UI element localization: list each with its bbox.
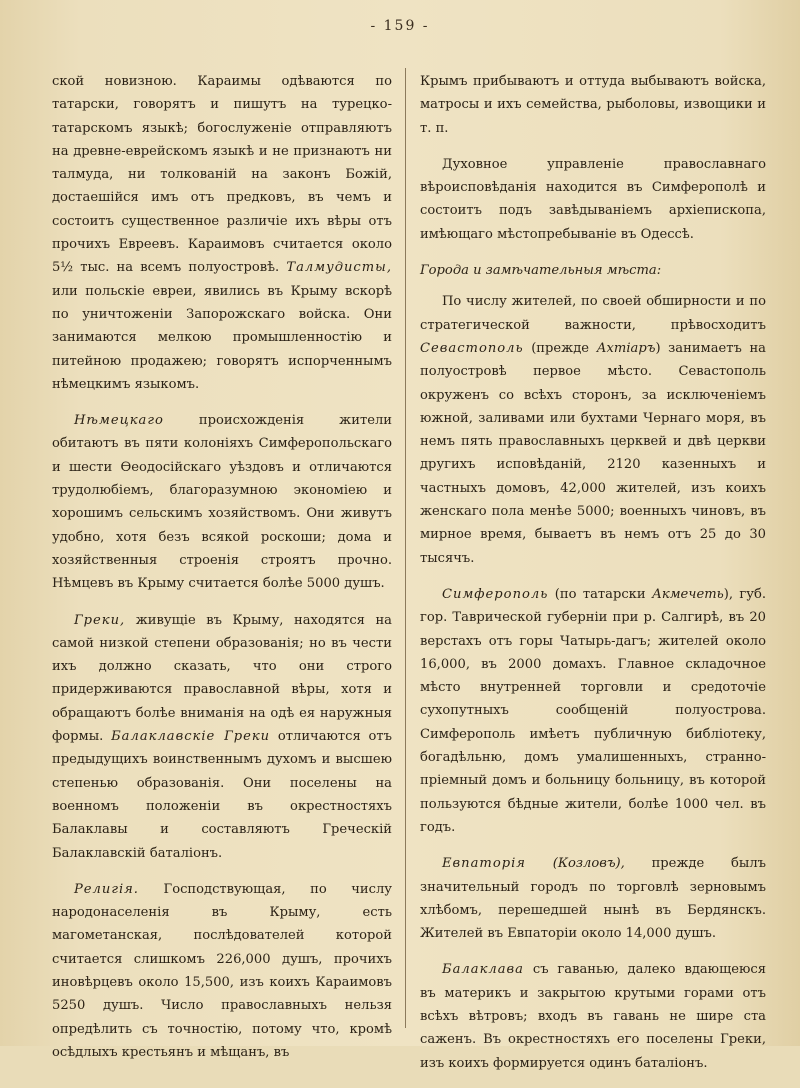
balaklava-text: съ гаванью, далеко вдающеюся въ материкъ и закрытою крутыми горами отъ всѣхъ вѣтровъ; входъ въ гавань не шире ста саженъ. Въ окрестностяхъ его поселены Греки, изъ коихъ формируется одинъ баталіонъ. bbox=[420, 962, 766, 1071]
simferopol-name: Симферополь bbox=[442, 586, 549, 602]
simferopol-tatar: (по татарски bbox=[554, 586, 646, 602]
paragraph-simferopol bbox=[420, 583, 766, 839]
talmudists-term: Талмудисты, bbox=[286, 260, 392, 276]
paragraph-karaims bbox=[52, 70, 392, 396]
left-column bbox=[52, 70, 392, 1077]
sevastopol-name: Севастополь bbox=[420, 340, 524, 356]
simferopol-text: ), губ. гор. Таврической губерніи при р. Салгирѣ, въ 20 верстахъ отъ горы Чатырь-дагъ; жителей около 16,000, въ 2000 домахъ. Главное складочное мѣсто внутренней торговли и средоточіе сухопутныхъ сообщеній полуострова. Симферополь имѣетъ публичную библіотеку, богадѣльню, домъ умалишенныхъ, странно-пріемный домъ и больницу больницу, въ которой пользуются бѣдные жители, болѣе 1000 чел. въ годъ. bbox=[420, 586, 767, 835]
column-divider bbox=[405, 68, 406, 1028]
sevastopol-former: (прежде bbox=[531, 340, 590, 356]
karaims-text: ской новизною. Караимы одѣваются по татарски, говорятъ и пишутъ на турецко-татарскомъ языкѣ; богослуженіе отправляютъ на древне-еврейскомъ языкѣ и не признаютъ ни талмуда, ни толкованій на законъ Божій, достаешійся имъ отъ предковъ, въ чемъ и состоитъ существенное различіе ихъ вѣры отъ прочихъ Евреевъ. Караимовъ считается около 5½ тыс. на всемъ полуостровѣ. bbox=[52, 74, 392, 276]
paragraph-greeks bbox=[52, 609, 392, 865]
akhtiar-name: Ахтіаръ bbox=[596, 340, 656, 356]
greeks-text: живущіе въ Крыму, находятся на самой низкой степени образованія; но въ чести ихъ должно сказать, что они строго придерживаются православной вѣры, хотя и обращаютъ болѣе вниманія на одѣ ея наружныя формы. bbox=[52, 612, 392, 745]
paragraph-crimea-continuation: Крымъ прибываютъ и оттуда выбываютъ войска, матросы и ихъ семейства, рыболовы, извощики и т. п. bbox=[420, 74, 766, 136]
paragraph-sevastopol bbox=[420, 290, 766, 570]
balaklava-greeks-text: отличаются отъ предыдущихъ воинственнымъ духомъ и высшею степенью образованія. Они поселены на военномъ положеніи въ окрестностяхъ Балаклавы и составляютъ Греческій Балаклавскій баталіонъ. bbox=[52, 729, 392, 861]
germans-term: Нѣмецкаго bbox=[74, 413, 164, 429]
balaklava-greeks-term: Балаклавскіе Греки bbox=[111, 729, 271, 745]
religion-text: Господствующая, по числу народонаселенія въ Крыму, есть магометанская, послѣдователей которой считается слишкомъ 226,000 душъ, прочихъ иновѣрцевъ около 15,500, изъ коихъ Караимовъ 5250 душъ. Число православныхъ нельзя опредѣлить съ точностію, потому что, кромѣ осѣдлыхъ крестьянъ и мѣщанъ, въ bbox=[52, 881, 392, 1060]
sevastopol-text: ) занимаетъ на полуостровѣ первое мѣсто. Севастополь окруженъ со всѣхъ сторонъ, за исключеніемъ южной, заливами или бухтами Чернаго моря, въ немъ пять православныхъ церквей и двѣ церкви другихъ исповѣданій, 2120 казенныхъ и частныхъ домовъ, 42,000 жителей, изъ коихъ женскаго пола менѣе 5000; военныхъ чиновъ, въ мирное время, бываетъ въ немъ отъ 25 до 30 тысячъ. bbox=[420, 340, 766, 566]
sevastopol-intro: По числу жителей, по своей обширности и по стратегической важности, прѣвосходитъ bbox=[420, 294, 766, 333]
greeks-term: Греки, bbox=[74, 612, 126, 628]
paragraph-balaklava bbox=[420, 958, 766, 1074]
paragraph-evpatoria bbox=[420, 852, 766, 945]
page-number: - 159 - bbox=[370, 18, 430, 34]
religion-term: Религія. bbox=[74, 881, 139, 897]
balaklava-name: Балаклава bbox=[442, 962, 524, 978]
akmechet-name: Акмечеть bbox=[651, 586, 724, 602]
evpatoria-name: Евпаторія bbox=[442, 856, 526, 872]
paragraph-germans bbox=[52, 409, 392, 595]
section-heading-cities: Города и замѣчательныя мѣста: bbox=[420, 263, 662, 279]
germans-text: происхожденія жители обитаютъ въ пяти колоніяхъ Симферопольскаго и шести Ѳеодосійскаго уѣздовъ и отличаются трудолюбіемъ, благоразумною экономіею и хорошимъ сельскимъ хозяйствомъ. Они живутъ удобно, хотя безъ всякой роскоши; дома и хозяйственныя строенія строятъ прочно. Нѣмцевъ въ Крыму считается болѣе 5000 душъ. bbox=[52, 413, 392, 592]
right-column bbox=[420, 70, 766, 1088]
talmudists-text: или польскіе евреи, явились въ Крыму вскорѣ по уничтоженіи Запорожскаго войска. Они занимаются мелкою промышленностію и питейною продажею; говорятъ испорченнымъ нѣмецкимъ языкомъ. bbox=[52, 283, 392, 392]
evpatoria-text: прежде былъ значительный городъ по торговлѣ зерновымъ хлѣбомъ, перешедшей нынѣ въ Бердянскъ. Жителей въ Евпаторіи около 14,000 душъ. bbox=[420, 856, 766, 942]
paragraph-religion bbox=[52, 878, 392, 1064]
kozlov-name: (Козловъ), bbox=[552, 856, 625, 872]
paragraph-church-administration: Духовное управленіе православнаго вѣроисповѣданія находится въ Симферополѣ и состоитъ подъ завѣдываніемъ архіепископа, имѣющаго мѣстопребываніе въ Одессѣ. bbox=[420, 156, 766, 242]
